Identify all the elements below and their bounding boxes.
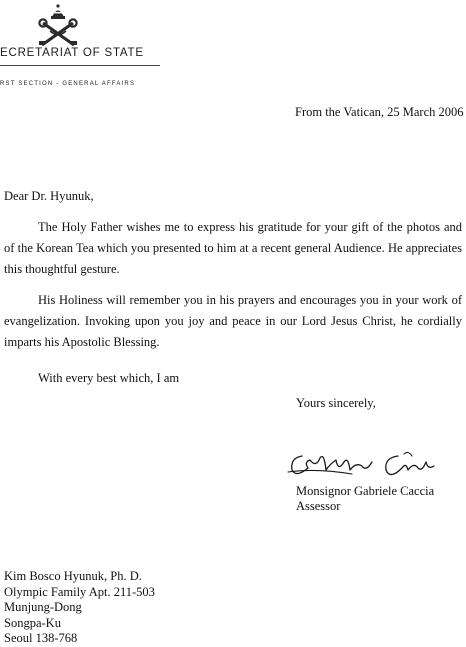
signer-title: Assessor (296, 499, 341, 513)
dateline: From the Vatican, 25 March 2006 (295, 105, 464, 119)
address-line: Seoul 138-768 (4, 631, 78, 645)
address-line: Songpa-Ku (4, 615, 61, 630)
body-paragraph-2: His Holiness will remember you in his prayers and encourages you in your work of evangelization. Invoking upon you joy and peace in our Lord Jesus Christ, he cordially imparts his Apostolic Blessing. (4, 293, 462, 349)
letterhead-divider (0, 65, 160, 66)
address-line: Munjung-Dong (4, 600, 82, 614)
address-line: Kim Bosco Hyunuk, Ph. D. (4, 569, 142, 583)
handwritten-signature (286, 448, 438, 484)
body-paragraph-1: The Holy Father wishes me to express his gratitude for your gift of the photos and of the Korean Tea which you presented to him at a recent general Audience. He appreciates this thoughtful gesture. (4, 220, 462, 276)
papal-coat-of-arms-icon (36, 3, 80, 47)
letterhead-department: ECRETARIAT OF STATE (0, 47, 144, 59)
recipient-address (4, 569, 155, 647)
closing-line: With every best which, I am (38, 371, 180, 385)
salutation: Dear Dr. Hyunuk, (4, 189, 94, 203)
valediction: Yours sincerely, (296, 396, 376, 410)
address-line: Olympic Family Apt. 211-503 (4, 584, 155, 599)
letterhead-section: RST SECTION - GENERAL AFFAIRS (0, 81, 136, 87)
signer-name: Monsignor Gabriele Caccia (296, 484, 435, 498)
